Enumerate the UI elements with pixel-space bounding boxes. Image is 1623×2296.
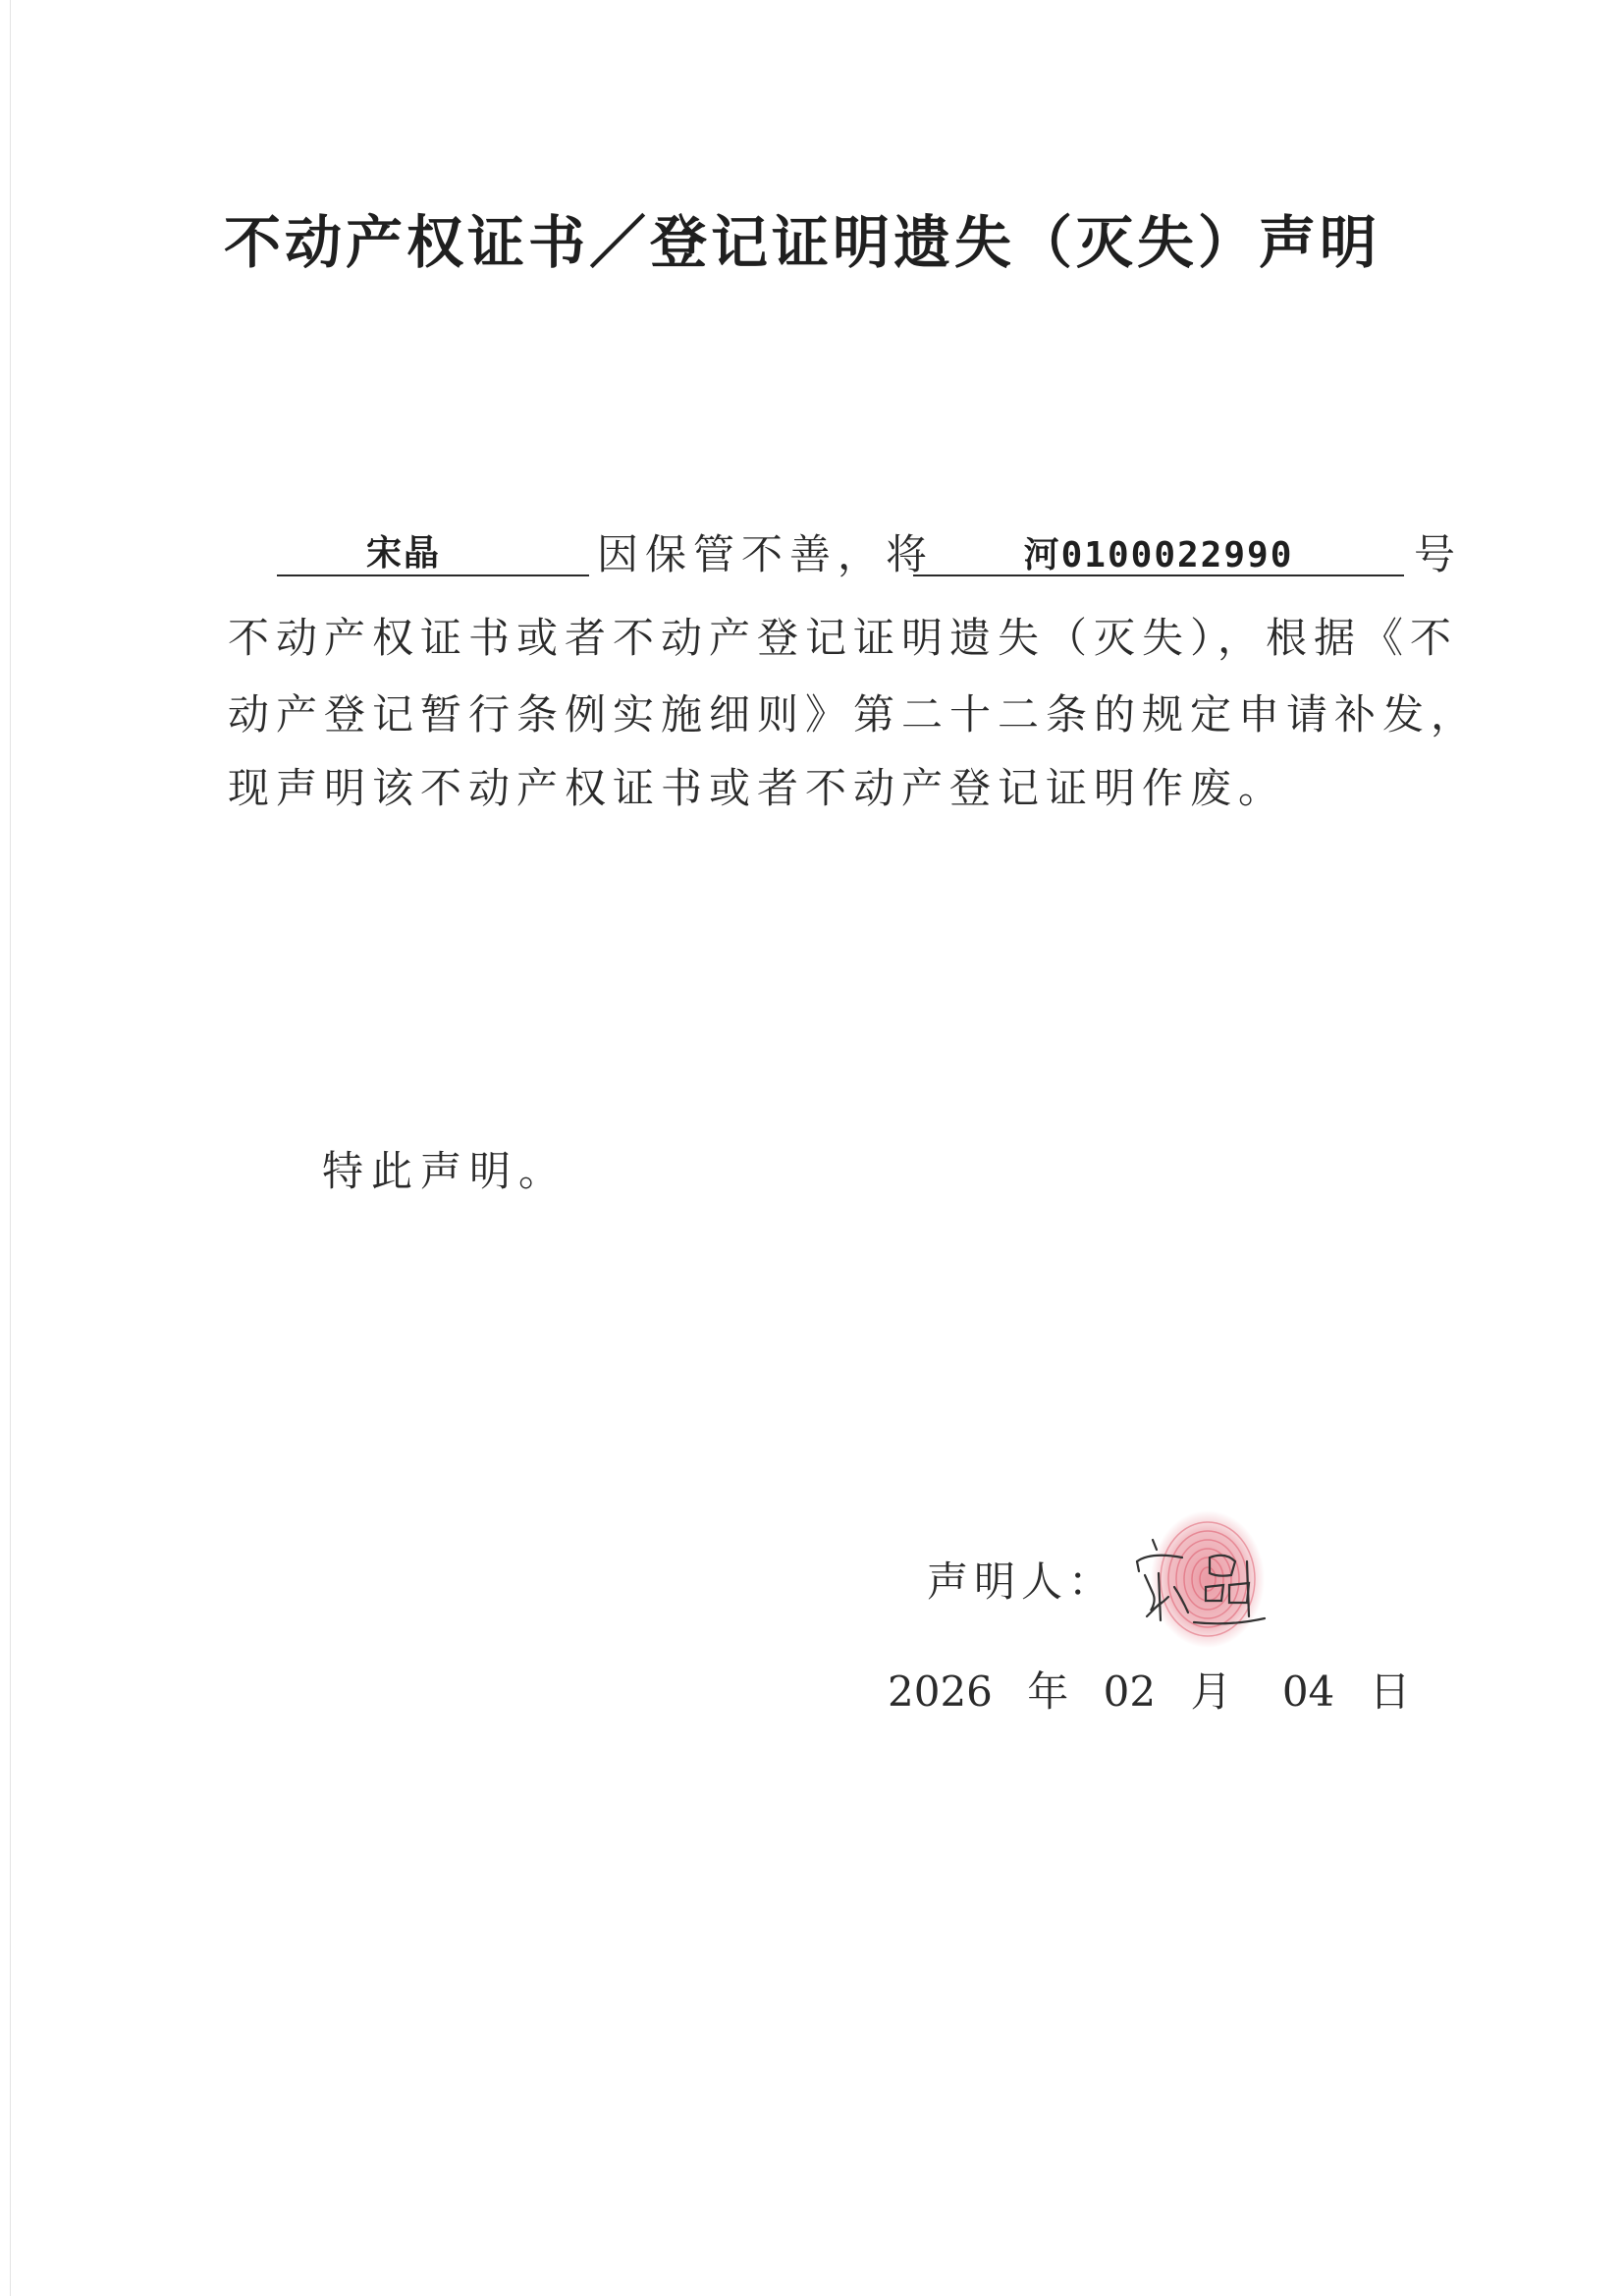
date-month-label: 月 <box>1190 1667 1232 1716</box>
date-day: 04 <box>1281 1667 1335 1716</box>
declarant-name: 宋晶 <box>365 533 441 574</box>
date-year-label: 年 <box>1027 1667 1069 1716</box>
number-suffix: 号 <box>1414 530 1456 578</box>
certificate-number-blank <box>913 525 1404 576</box>
declaration-date <box>888 1660 1411 1719</box>
declarant-label: 声明人： <box>927 1558 1116 1606</box>
body-line-1: 不动产权证书或者不动产登记证明遗失（灭失），根据《不 <box>228 614 1459 662</box>
signature-with-fingerprint-seal <box>1092 1503 1308 1660</box>
certificate-number: 河0100022990 <box>1023 535 1294 575</box>
body-line-3: 现声明该不动产权证书或者不动产登记证明作废。 <box>228 764 1287 812</box>
date-day-label: 日 <box>1369 1667 1411 1716</box>
date-year: 2026 <box>888 1667 993 1716</box>
reason-text: 因保管不善，将 <box>597 530 935 578</box>
fingerprint-seal-image <box>1092 1503 1308 1660</box>
scan-edge <box>10 0 11 2296</box>
body-line-2: 动产登记暂行条例实施细则》第二十二条的规定申请补发， <box>228 690 1480 738</box>
document-title: 不动产权证书／登记证明遗失（灭失）声明 <box>224 209 1381 276</box>
date-month: 02 <box>1103 1667 1157 1716</box>
declarant-name-blank <box>277 525 589 576</box>
closing-statement: 特此声明。 <box>322 1147 568 1195</box>
